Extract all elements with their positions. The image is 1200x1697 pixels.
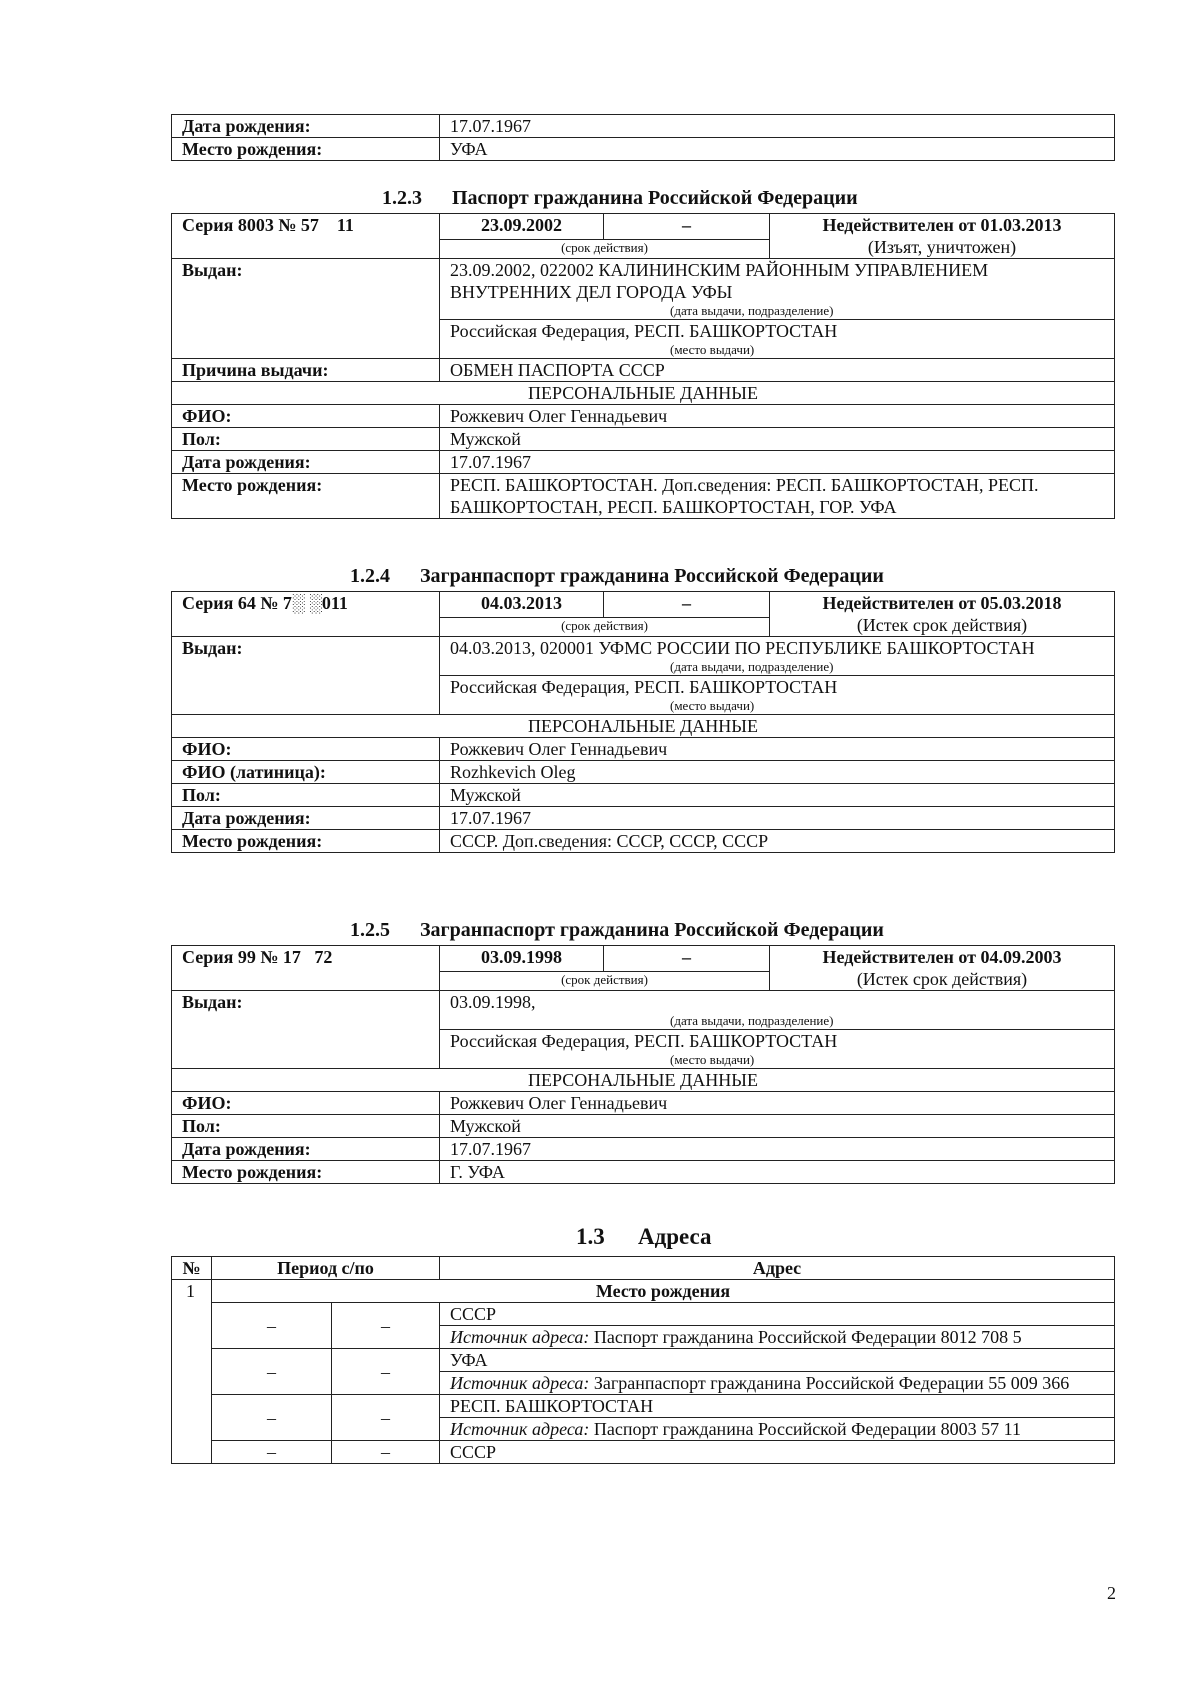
reason-label: Причина выдачи: — [172, 359, 440, 382]
source-value: Паспорт гражданина Российской Федерации 8012 708 5 — [593, 1327, 1022, 1347]
status-cell — [770, 214, 1115, 259]
address-source — [440, 1326, 1115, 1349]
source-label: Источник адреса: — [450, 1327, 590, 1347]
place-hint: (место выдачи) — [670, 698, 755, 713]
date-from: 04.03.2013 — [440, 592, 604, 618]
table-row — [172, 715, 1115, 738]
table-row — [172, 138, 1115, 161]
fio-label: ФИО: — [172, 738, 440, 761]
address-value: РЕСП. БАШКОРТОСТАН — [440, 1395, 1115, 1418]
sex-value: Мужской — [440, 784, 1115, 807]
dob-value: 17.07.1967 — [440, 807, 1115, 830]
table-row — [172, 1092, 1115, 1115]
table-row — [172, 474, 1115, 519]
fio-value: Рожкевич Олег Геннадьевич — [440, 738, 1115, 761]
dob-label: Дата рождения: — [172, 115, 440, 138]
section-number: 1.2.3 — [382, 187, 422, 209]
status-note: (Истек срок действия) — [856, 969, 1028, 989]
passport-table-1-2-5 — [171, 945, 1115, 1184]
issued-text: 04.03.2013, 020001 УФМС РОССИИ ПО РЕСПУБЛИКЕ БАШКОРТОСТАН — [450, 638, 1035, 658]
date-from: 23.09.2002 — [440, 214, 604, 240]
sex-value: Мужской — [440, 1115, 1115, 1138]
sex-label: Пол: — [172, 1115, 440, 1138]
group-title: Место рождения — [212, 1280, 1115, 1303]
period-to: – — [332, 1395, 440, 1441]
status-cell — [770, 592, 1115, 637]
period-from: – — [212, 1349, 332, 1395]
table-row — [172, 382, 1115, 405]
issued-label: Выдан: — [172, 259, 440, 359]
table-row — [172, 115, 1115, 138]
section-title-text: Загранпаспорт гражданина Российской Федерации — [420, 565, 884, 587]
fio-latin-label: ФИО (латиница): — [172, 761, 440, 784]
sex-value: Мужской — [440, 428, 1115, 451]
pob-value: УФА — [440, 138, 1115, 161]
source-label: Источник адреса: — [450, 1373, 590, 1393]
section-title-1-2-5 — [350, 918, 884, 942]
section-number: 1.3 — [576, 1224, 605, 1249]
pob-label: Место рождения: — [172, 138, 440, 161]
reason-value: ОБМЕН ПАСПОРТА СССР — [440, 359, 1115, 382]
place-text: Российская Федерация, РЕСП. БАШКОРТОСТАН — [450, 1031, 838, 1051]
issued-hint: (дата выдачи, подразделение) — [670, 303, 834, 318]
issued-cell — [440, 991, 1115, 1030]
pob-value: СССР. Доп.сведения: СССР, СССР, СССР — [440, 830, 1115, 853]
series-number: Серия 8003 № 57 11 — [172, 214, 440, 259]
section-number: 1.2.4 — [350, 565, 390, 587]
table-row — [172, 946, 1115, 972]
section-title-text: Загранпаспорт гражданина Российской Федерации — [420, 919, 884, 941]
place-hint: (место выдачи) — [670, 342, 755, 357]
table-row — [172, 359, 1115, 382]
place-text: Российская Федерация, РЕСП. БАШКОРТОСТАН — [450, 321, 838, 341]
place-cell — [440, 1030, 1115, 1069]
pob-value: РЕСП. БАШКОРТОСТАН. Доп.сведения: РЕСП. БАШКОРТОСТАН, РЕСП. БАШКОРТОСТАН, РЕСП. БАШКОРТОСТАН, ГОР. УФА — [440, 474, 1115, 519]
fio-label: ФИО: — [172, 1092, 440, 1115]
sex-label: Пол: — [172, 784, 440, 807]
fio-value: Рожкевич Олег Геннадьевич — [440, 405, 1115, 428]
table-row — [172, 451, 1115, 474]
period-from: – — [212, 1441, 332, 1464]
section-title-1-2-3 — [382, 186, 858, 210]
sex-label: Пол: — [172, 428, 440, 451]
fio-value: Рожкевич Олег Геннадьевич — [440, 1092, 1115, 1115]
address-value: УФА — [440, 1349, 1115, 1372]
list-item — [172, 1441, 1115, 1464]
dob-label: Дата рождения: — [172, 451, 440, 474]
issued-cell — [440, 259, 1115, 320]
period-to: – — [332, 1349, 440, 1395]
status-text: Недействителен от 01.03.2013 — [822, 215, 1062, 235]
validity-hint-cell — [440, 239, 770, 258]
place-hint: (место выдачи) — [670, 1052, 755, 1067]
series-number: Серия 99 № 17 72 — [172, 946, 440, 991]
section-title-text: Адреса — [638, 1224, 712, 1249]
table-row — [172, 761, 1115, 784]
table-row — [172, 1115, 1115, 1138]
status-note: (Изъят, уничтожен) — [867, 237, 1017, 257]
issued-cell — [440, 637, 1115, 676]
series-number: Серия 64 № 7░ ░011 — [172, 592, 440, 637]
issued-label: Выдан: — [172, 991, 440, 1069]
address-value: СССР — [440, 1303, 1115, 1326]
issued-text: 23.09.2002, 022002 КАЛИНИНСКИМ РАЙОННЫМ УПРАВЛЕНИЕМ ВНУТРЕННИХ ДЕЛ ГОРОДА УФЫ — [450, 260, 989, 302]
validity-hint-cell — [440, 971, 770, 990]
pob-value: Г. УФА — [440, 1161, 1115, 1184]
list-item — [172, 1303, 1115, 1326]
issued-hint: (дата выдачи, подразделение) — [670, 659, 834, 674]
dob-value: 17.07.1967 — [440, 451, 1115, 474]
date-to: – — [604, 946, 770, 972]
col-number-header: № — [172, 1257, 212, 1280]
table-row — [172, 1069, 1115, 1092]
top-rows-table — [171, 114, 1115, 161]
date-to: – — [604, 592, 770, 618]
section-title-1-2-4 — [350, 564, 884, 588]
period-to: – — [332, 1441, 440, 1464]
place-cell — [440, 676, 1115, 715]
date-to: – — [604, 214, 770, 240]
list-item — [172, 1395, 1115, 1418]
table-row — [172, 259, 1115, 320]
fio-label: ФИО: — [172, 405, 440, 428]
status-note: (Истек срок действия) — [856, 615, 1028, 635]
list-item — [172, 1349, 1115, 1372]
address-source — [440, 1372, 1115, 1395]
personal-data-header: ПЕРСОНАЛЬНЫЕ ДАННЫЕ — [172, 1069, 1115, 1092]
table-row — [172, 428, 1115, 451]
status-text: Недействителен от 04.09.2003 — [822, 947, 1062, 967]
table-row — [172, 1161, 1115, 1184]
place-cell — [440, 320, 1115, 359]
personal-data-header: ПЕРСОНАЛЬНЫЕ ДАННЫЕ — [172, 715, 1115, 738]
table-row — [172, 830, 1115, 853]
status-cell — [770, 946, 1115, 991]
address-value: СССР — [440, 1441, 1115, 1464]
source-label: Источник адреса: — [450, 1419, 590, 1439]
source-value: Загранпаспорт гражданина Российской Федерации 55 009 366 — [593, 1373, 1070, 1393]
row-number: 1 — [172, 1280, 212, 1464]
validity-hint: (срок действия) — [561, 617, 648, 633]
dob-label: Дата рождения: — [172, 807, 440, 830]
col-address-header: Адрес — [440, 1257, 1115, 1280]
passport-table-1-2-3 — [171, 213, 1115, 519]
table-row — [172, 592, 1115, 618]
personal-data-header: ПЕРСОНАЛЬНЫЕ ДАННЫЕ — [172, 382, 1115, 405]
table-row — [172, 1138, 1115, 1161]
section-number: 1.2.5 — [350, 919, 390, 941]
period-from: – — [212, 1395, 332, 1441]
dob-value: 17.07.1967 — [440, 1138, 1115, 1161]
period-from: – — [212, 1303, 332, 1349]
period-to: – — [332, 1303, 440, 1349]
table-row — [172, 991, 1115, 1030]
table-row — [172, 738, 1115, 761]
table-row — [172, 1280, 1115, 1303]
dob-value: 17.07.1967 — [440, 115, 1115, 138]
table-row — [172, 637, 1115, 676]
page-number: 2 — [1107, 1583, 1116, 1603]
fio-latin-value: Rozhkevich Oleg — [440, 761, 1115, 784]
date-from: 03.09.1998 — [440, 946, 604, 972]
validity-hint: (срок действия) — [561, 971, 648, 987]
dob-label: Дата рождения: — [172, 1138, 440, 1161]
table-row — [172, 214, 1115, 240]
section-title-1-3 — [576, 1225, 712, 1249]
issued-hint: (дата выдачи, подразделение) — [670, 1013, 834, 1028]
status-text: Недействителен от 05.03.2018 — [822, 593, 1062, 613]
addresses-table — [171, 1256, 1115, 1464]
table-row — [172, 405, 1115, 428]
validity-hint-cell — [440, 617, 770, 636]
col-period-header: Период с/по — [212, 1257, 440, 1280]
table-header-row — [172, 1257, 1115, 1280]
table-row — [172, 807, 1115, 830]
passport-table-1-2-4 — [171, 591, 1115, 853]
pob-label: Место рождения: — [172, 830, 440, 853]
issued-label: Выдан: — [172, 637, 440, 715]
table-row — [172, 784, 1115, 807]
section-title-text: Паспорт гражданина Российской Федерации — [452, 187, 858, 209]
validity-hint: (срок действия) — [561, 239, 648, 255]
pob-label: Место рождения: — [172, 1161, 440, 1184]
place-text: Российская Федерация, РЕСП. БАШКОРТОСТАН — [450, 677, 838, 697]
source-value: Паспорт гражданина Российской Федерации 8003 57 11 — [593, 1419, 1021, 1439]
issued-text: 03.09.1998, — [450, 992, 536, 1012]
pob-label: Место рождения: — [172, 474, 440, 519]
address-source — [440, 1418, 1115, 1441]
